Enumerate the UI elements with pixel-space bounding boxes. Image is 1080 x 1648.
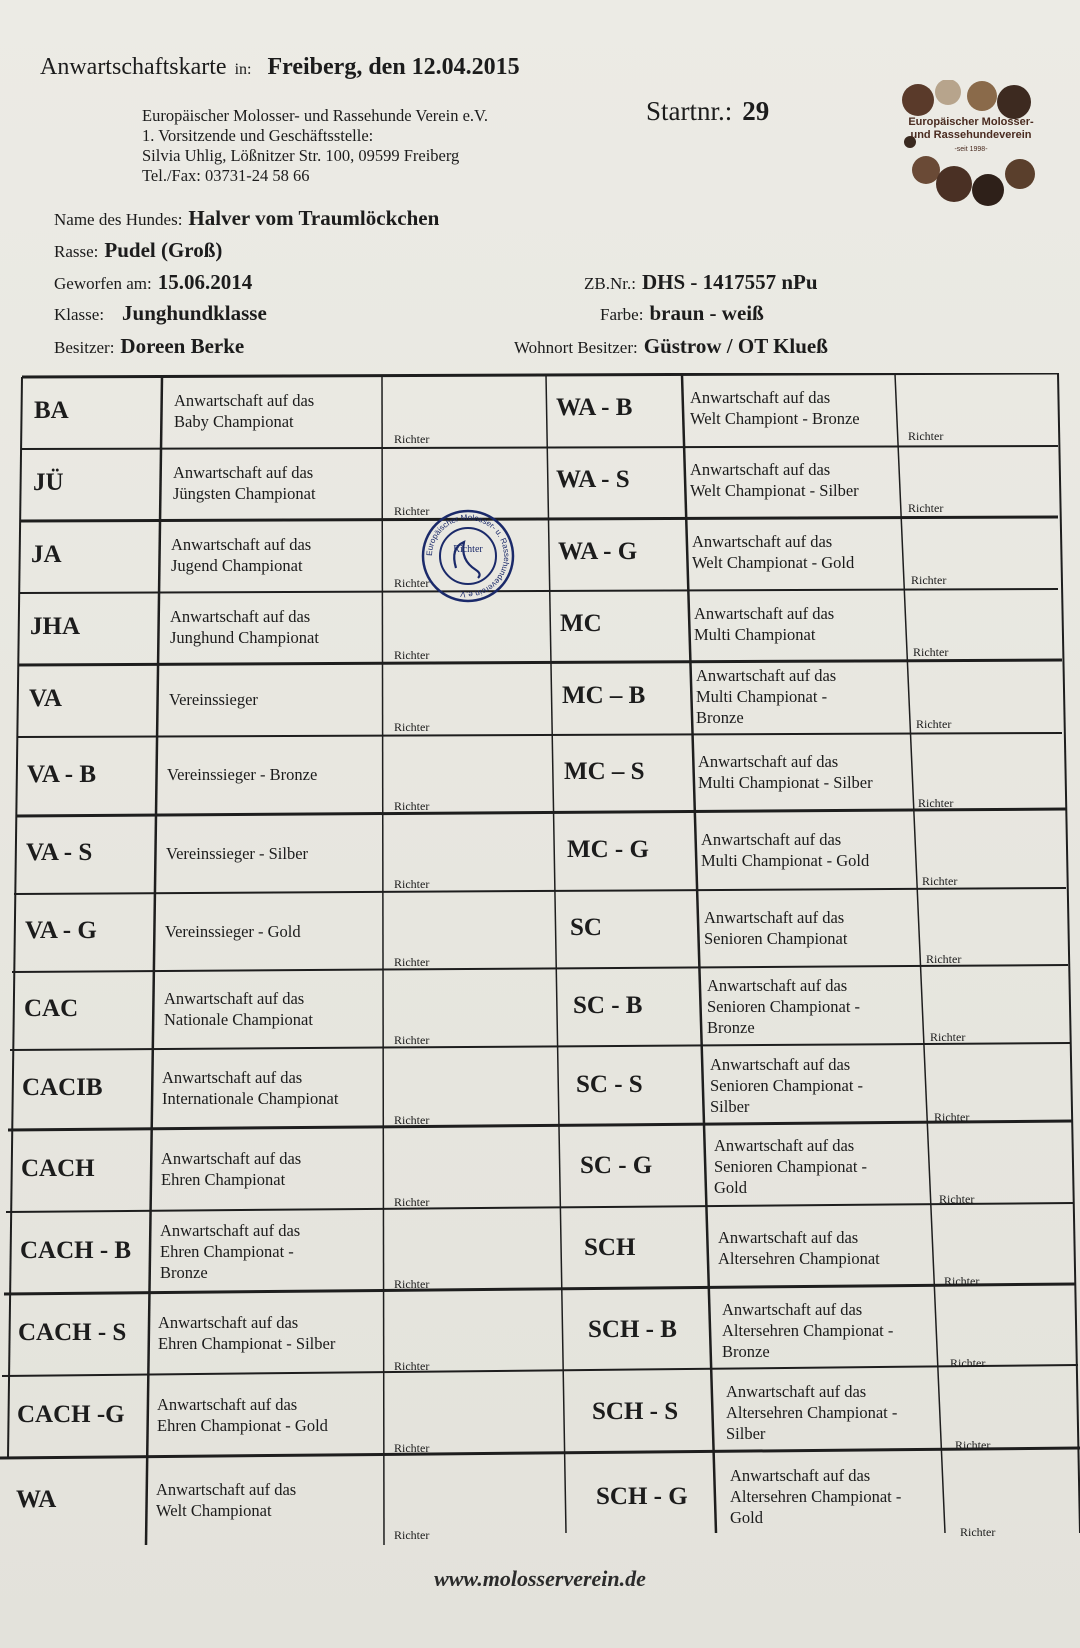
left-row-code: JA (31, 541, 62, 568)
left-row-description (162, 1067, 338, 1109)
description-line: Anwartschaft auf das (157, 1395, 298, 1414)
description-line: Anwartschaft auf das (690, 460, 831, 479)
description-line: Welt Championat - Gold (692, 553, 855, 572)
right-row-code: WA - B (556, 394, 633, 421)
description-line: Anwartschaft auf das (694, 604, 835, 623)
owner-field (54, 334, 244, 359)
left-row-description (161, 1148, 301, 1190)
richter-label: Richter (394, 1441, 430, 1455)
residence-value: Güstrow / OT Klueß (643, 334, 828, 358)
right-row-description (710, 1054, 863, 1117)
left-row-code: CACH -G (17, 1401, 125, 1428)
right-row-code: SC - S (576, 1071, 643, 1098)
richter-label: Richter (916, 717, 952, 731)
description-line: Anwartschaft auf das (704, 908, 845, 927)
description-line: Anwartschaft auf das (690, 388, 831, 407)
richter-label: Richter (930, 1030, 966, 1044)
description-line: Altersehren Championat (718, 1249, 880, 1268)
org-line-2: 1. Vorsitzende und Geschäftsstelle: (142, 126, 374, 145)
organization-block (142, 106, 488, 186)
description-line: Senioren Championat - (714, 1156, 868, 1176)
right-row-code: MC (560, 610, 602, 637)
richter-label: Richter (950, 1356, 986, 1370)
description-line: Anwartschaft auf das (171, 535, 312, 554)
description-line: Nationale Championat (164, 1010, 313, 1029)
right-row-description (701, 829, 869, 871)
description-line: Vereinssieger - Silber (166, 843, 309, 863)
dog-name-label: Name des Hundes: (54, 210, 183, 229)
description-line: Vereinssieger (169, 689, 258, 709)
description-line: Multi Championat - (696, 686, 828, 706)
richter-label: Richter (394, 720, 430, 734)
description-line: Altersehren Championat - (730, 1487, 902, 1506)
right-row-description (704, 907, 847, 949)
description-line: Internationale Championat (162, 1089, 339, 1108)
right-row-code: SCH (584, 1234, 636, 1261)
right-row-code: WA - G (558, 538, 638, 565)
richter-label: Richter (918, 796, 954, 810)
logo-line-1: Europäischer Molosser- (908, 116, 1034, 128)
right-row-code: MC - G (567, 836, 649, 863)
description-line: Anwartschaft auf das (692, 532, 833, 551)
description-line: Anwartschaft auf das (714, 1135, 855, 1155)
richter-label: Richter (394, 576, 430, 590)
left-row-code: WA (16, 1485, 57, 1513)
svg-text:Europäischer Molosser- u. Rass (425, 513, 511, 599)
breed-field (54, 238, 222, 263)
in-label: in: (234, 61, 252, 78)
richter-label: Richter (394, 1195, 430, 1209)
right-row-description (726, 1381, 897, 1444)
website-footer[interactable]: www.molosserverein.de (434, 1566, 646, 1591)
card-header (40, 54, 520, 81)
richter-label: Richter (908, 501, 944, 515)
richter-label: Richter (394, 955, 430, 969)
left-row-code: VA - B (27, 760, 97, 788)
richter-label: Richter (911, 573, 947, 587)
left-row-code: VA - G (25, 917, 97, 944)
left-row-code: BA (34, 397, 69, 424)
left-row-code: CACH - B (20, 1237, 132, 1264)
richter-label: Richter (394, 1033, 430, 1047)
color-value: braun - weiß (649, 301, 764, 325)
start-number-value: 29 (742, 96, 770, 126)
description-line: Anwartschaft auf das (726, 1381, 867, 1401)
logo-since: -seit 1998- (954, 146, 988, 153)
description-line: Anwartschaft auf das (161, 1149, 302, 1168)
richter-label: Richter (960, 1525, 996, 1539)
right-row-code: MC – S (564, 757, 645, 785)
right-row-description (718, 1227, 880, 1269)
entitlement-table-grid (0, 373, 1080, 1545)
left-row-code: JÜ (33, 469, 64, 496)
description-line: Multi Championat - Gold (701, 851, 870, 870)
richter-label: Richter (394, 1277, 430, 1291)
description-line: Ehren Championat - Gold (157, 1416, 328, 1435)
zb-label: ZB.Nr.: (584, 274, 636, 293)
description-line: Jugend Championat (171, 556, 303, 575)
description-line: Vereinssieger - Bronze (167, 765, 318, 784)
description-line: Gold (714, 1177, 747, 1197)
left-row-code: VA (29, 685, 62, 712)
born-label: Geworfen am: (54, 274, 152, 293)
residence-field (514, 334, 828, 359)
owner-value: Doreen Berke (120, 334, 245, 358)
richter-label: Richter (926, 952, 962, 966)
richter-label: Richter (955, 1438, 991, 1452)
class-value: Junghundklasse (122, 301, 267, 325)
logo-text (896, 116, 1046, 142)
description-line: Anwartschaft auf das (701, 830, 842, 849)
richter-label: Richter (934, 1110, 970, 1124)
left-row-description (170, 606, 319, 648)
dog-name-value: Halver vom Traumlöckchen (188, 206, 440, 230)
description-line: Vereinssieger - Gold (165, 921, 301, 941)
org-phone: Tel./Fax: 03731-24 58 66 (142, 166, 310, 185)
description-line: Anwartschaft auf das (156, 1479, 297, 1499)
left-row-description (157, 1394, 328, 1436)
right-row-description (692, 531, 854, 573)
right-row-code: SCH - B (588, 1316, 677, 1343)
description-line: Anwartschaft auf das (174, 391, 315, 410)
richter-label: Richter (394, 877, 430, 891)
description-line: Bronze (707, 1017, 755, 1037)
richter-label: Richter (394, 1359, 430, 1373)
dog-heads-icon (896, 80, 1046, 208)
left-row-description (166, 843, 308, 864)
richter-label: Richter (394, 432, 430, 446)
right-row-code: MC – B (562, 682, 646, 709)
stamp-ring-text: Europäischer Molosser- u. Rassehundeverein e.V. (424, 512, 512, 600)
right-row-description (698, 751, 873, 793)
description-line: Anwartschaft auf das (722, 1299, 863, 1319)
start-number (646, 96, 769, 127)
description-line: Welt Championat - Silber (690, 481, 859, 500)
color-label: Farbe: (600, 305, 644, 324)
logo-line-2: und Rassehundeverein (910, 129, 1032, 141)
description-line: Anwartschaft auf das (173, 463, 314, 482)
right-row-description (714, 1135, 867, 1198)
description-line: Anwartschaft auf das (718, 1228, 859, 1247)
breed-label: Rasse: (54, 242, 99, 261)
org-name: Europäischer Molosser- und Rassehunde Verein e.V. (142, 106, 488, 125)
description-line: Baby Championat (174, 412, 294, 431)
right-row-description (722, 1299, 893, 1362)
left-row-description (160, 1220, 300, 1283)
born-field (54, 270, 252, 295)
born-value: 15.06.2014 (157, 270, 253, 294)
zb-value: DHS - 1417557 nPu (641, 270, 818, 294)
description-line: Senioren Championat (704, 929, 848, 948)
start-number-label: Startnr.: (646, 96, 733, 126)
description-line: Junghund Championat (170, 628, 319, 647)
right-row-code: SCH - S (592, 1398, 679, 1425)
left-row-description (173, 462, 316, 504)
right-row-description (707, 975, 860, 1038)
richter-label: Richter (913, 645, 949, 659)
right-row-code: WA - S (556, 466, 630, 493)
left-row-code: CACH - S (18, 1319, 127, 1346)
description-line: Bronze (160, 1262, 208, 1282)
class-label: Klasse: (54, 305, 105, 324)
dog-name-field (54, 206, 439, 231)
description-line: Gold (730, 1508, 763, 1527)
description-line: Anwartschaft auf das (164, 989, 305, 1008)
stamp-center-text: Richter (453, 544, 483, 555)
description-line: Anwartschaft auf das (162, 1068, 303, 1087)
description-line: Welt Championt - Bronze (690, 409, 860, 428)
left-row-code: CACIB (22, 1074, 103, 1101)
description-line: Bronze (696, 707, 744, 727)
description-line: Silber (710, 1096, 750, 1116)
richter-label: Richter (939, 1192, 975, 1206)
right-row-code: SC (570, 914, 602, 941)
richter-label: Richter (394, 1113, 430, 1127)
right-row-description (690, 459, 859, 501)
description-line: Jüngsten Championat (173, 484, 316, 503)
description-line: Altersehren Championat - (722, 1320, 894, 1340)
description-line: Anwartschaft auf das (710, 1054, 851, 1074)
right-row-code: SC - B (573, 992, 643, 1019)
left-row-description (174, 390, 314, 432)
left-row-description (158, 1312, 335, 1354)
left-row-code: JHA (30, 613, 80, 640)
description-line: Anwartschaft auf das (696, 665, 837, 685)
left-row-code: VA - S (26, 839, 93, 866)
description-line: Anwartschaft auf das (707, 975, 848, 995)
place-date: Freiberg, den 12.04.2015 (267, 54, 520, 80)
richter-label: Richter (944, 1274, 980, 1288)
richter-label: Richter (394, 504, 430, 518)
right-row-description (694, 603, 834, 645)
owner-label: Besitzer: (54, 338, 115, 357)
description-line: Silber (726, 1423, 766, 1443)
breed-value: Pudel (Groß) (104, 238, 223, 262)
richter-label: Richter (394, 1528, 430, 1542)
left-row-code: CAC (24, 995, 79, 1022)
left-row-code: CACH (21, 1155, 95, 1182)
description-line: Welt Championat (156, 1500, 272, 1520)
description-line: Multi Championat - Silber (698, 772, 873, 792)
description-line: Bronze (722, 1341, 770, 1361)
zb-field (584, 270, 818, 295)
richter-label: Richter (922, 874, 958, 888)
color-field (600, 301, 764, 326)
description-line: Ehren Championat (161, 1170, 286, 1189)
description-line: Multi Championat (694, 625, 816, 644)
description-line: Ehren Championat - Silber (158, 1334, 336, 1353)
right-row-description (690, 387, 860, 429)
richter-label: Richter (394, 648, 430, 662)
description-line: Anwartschaft auf das (160, 1220, 301, 1240)
right-row-code: SCH - G (596, 1482, 688, 1510)
description-line: Senioren Championat - (710, 1075, 864, 1095)
description-line: Altersehren Championat - (726, 1402, 898, 1422)
description-line: Anwartschaft auf das (170, 607, 311, 626)
left-row-description (156, 1479, 296, 1521)
description-line: Anwartschaft auf das (158, 1313, 299, 1332)
org-address: Silvia Uhlig, Lößnitzer Str. 100, 09599 Freiberg (142, 146, 460, 165)
right-row-description (696, 665, 836, 728)
left-row-description (165, 921, 301, 942)
richter-label: Richter (908, 429, 944, 443)
left-row-description (164, 988, 313, 1030)
class-field (54, 301, 267, 326)
club-logo (896, 80, 1046, 208)
left-row-description (169, 689, 258, 710)
left-row-description (167, 764, 317, 785)
richter-label: Richter (394, 799, 430, 813)
card-label: Anwartschaftskarte (40, 54, 227, 80)
right-row-description (730, 1465, 901, 1528)
description-line: Anwartschaft auf das (698, 751, 839, 771)
right-row-code: SC - G (580, 1152, 653, 1179)
description-line: Ehren Championat - (160, 1241, 294, 1261)
description-line: Senioren Championat - (707, 996, 861, 1016)
description-line: Anwartschaft auf das (730, 1466, 871, 1485)
left-row-description (171, 534, 311, 576)
club-stamp (420, 508, 516, 604)
residence-label: Wohnort Besitzer: (514, 338, 638, 357)
